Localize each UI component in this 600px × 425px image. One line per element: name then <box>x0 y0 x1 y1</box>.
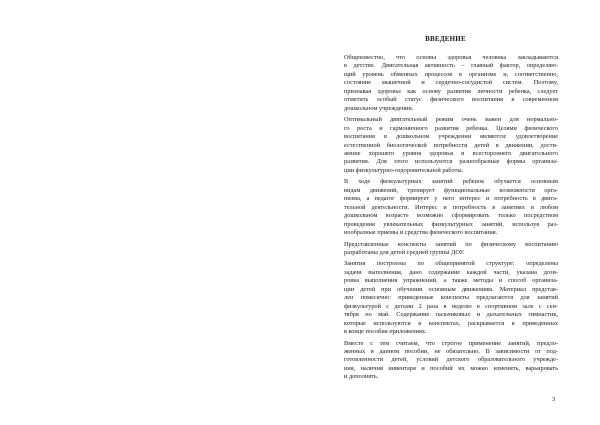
text-line: Представленные конспекты занятий по физическому воспитанию <box>344 240 558 248</box>
paragraph <box>333 116 558 175</box>
text-line: женных в данном пособии, не обязательно. В зависимости от под- <box>344 347 558 355</box>
text-line: тября по май. Содержание пальчиковых и дыхательных гимнастик, <box>344 311 558 319</box>
text-line: жение хорошего уровня здоровья и всестороннего двигательного <box>344 149 558 157</box>
paragraph <box>333 54 558 113</box>
text-line: естественной биологической потребности детей в движении, дости- <box>344 141 558 149</box>
text-line: отметить особый статус физического воспитания в современном <box>344 96 558 104</box>
text-line: видам движений, тренирует функциональные возможности орга- <box>344 186 558 194</box>
paragraph <box>333 241 558 258</box>
text-line: Оптимальный двигательный режим очень важен для нормально- <box>344 116 558 124</box>
text-line: нообразные приемы и средства физического воспитания. <box>344 229 498 237</box>
text-line: признавая здоровье как основу развития личности ребенка, следует <box>344 87 558 95</box>
page-number: 3 <box>552 396 556 403</box>
text-line: дошкольном учреждении. <box>344 104 414 112</box>
text-line: Общеизвестно, что основы здоровья человека закладываются <box>344 54 558 61</box>
text-line: физкультурой с детьми 2 раза в неделю в спортивном зале с сен- <box>344 302 558 310</box>
text-line: в конце пособия приложениях. <box>344 328 427 336</box>
text-line: дошкольном возрасте возможно сформировать только посредством <box>344 212 558 220</box>
text-line: тельной деятельности. Интерес и потребность в занятиях в любом <box>344 203 558 211</box>
text-line: состояние мышечной и сердечно-сосудистой систем. Поэтому, <box>344 79 558 87</box>
text-line: которые используются в конспектах, раскрывается в приведенных <box>344 319 558 327</box>
paragraph <box>333 340 558 382</box>
paragraphs-container <box>333 54 558 382</box>
text-line: Занятия построены по общепринятой структуре: определены <box>344 260 558 268</box>
text-line: В ходе физкультурных занятий ребенок обучается основным <box>344 178 558 186</box>
text-line: Вместе с тем считаем, что строгое применение занятий, предло- <box>344 339 558 347</box>
text-line: лен помесячно: приведенные конспекты предлагаются для занятий <box>344 294 558 302</box>
text-line: щий уровень обменных процессов в организме и, соответственно, <box>344 70 558 78</box>
text-line: ния, наличия инвентаря и пособий их можно изменить, варьировать <box>344 364 558 372</box>
section-heading: ВВЕДЕНИЕ <box>425 35 466 43</box>
text-line: проведения увлекательных физкультурных занятий, используя раз- <box>344 220 558 228</box>
text-line: и дополнять. <box>344 373 379 381</box>
text-line: ции детей при обучении основным движениям. Материал представ- <box>344 285 558 293</box>
text-line: готовленности детей, условий детского образовательного учрежде- <box>344 356 558 364</box>
text-line: низма, а педагог формирует у него интерес и потребность в двига- <box>344 195 558 203</box>
text-line: в детстве. Двигательная активность – главный фактор, определяю- <box>344 62 558 70</box>
text-line: разработаны для детей средней группы ДОУ. <box>344 248 465 256</box>
text-line: го роста и гармоничного развития ребенка. Целями физического <box>344 124 558 132</box>
text-line: воспитания в дошкольном учреждении являются: удовлетворение <box>344 133 558 141</box>
paragraph <box>333 260 558 336</box>
text-line: ровка выполнения упражнений, а также методы и способ организа- <box>344 277 558 285</box>
paragraph <box>333 178 558 237</box>
text-line: развития. Для этого используются разнообразные формы организа- <box>344 158 558 166</box>
text-line: задачи выполнения, дано содержание каждой части, указана дози- <box>344 268 558 276</box>
text-line: ции физкультурно-оздоровительной работы. <box>344 166 464 174</box>
text-column <box>333 35 558 385</box>
